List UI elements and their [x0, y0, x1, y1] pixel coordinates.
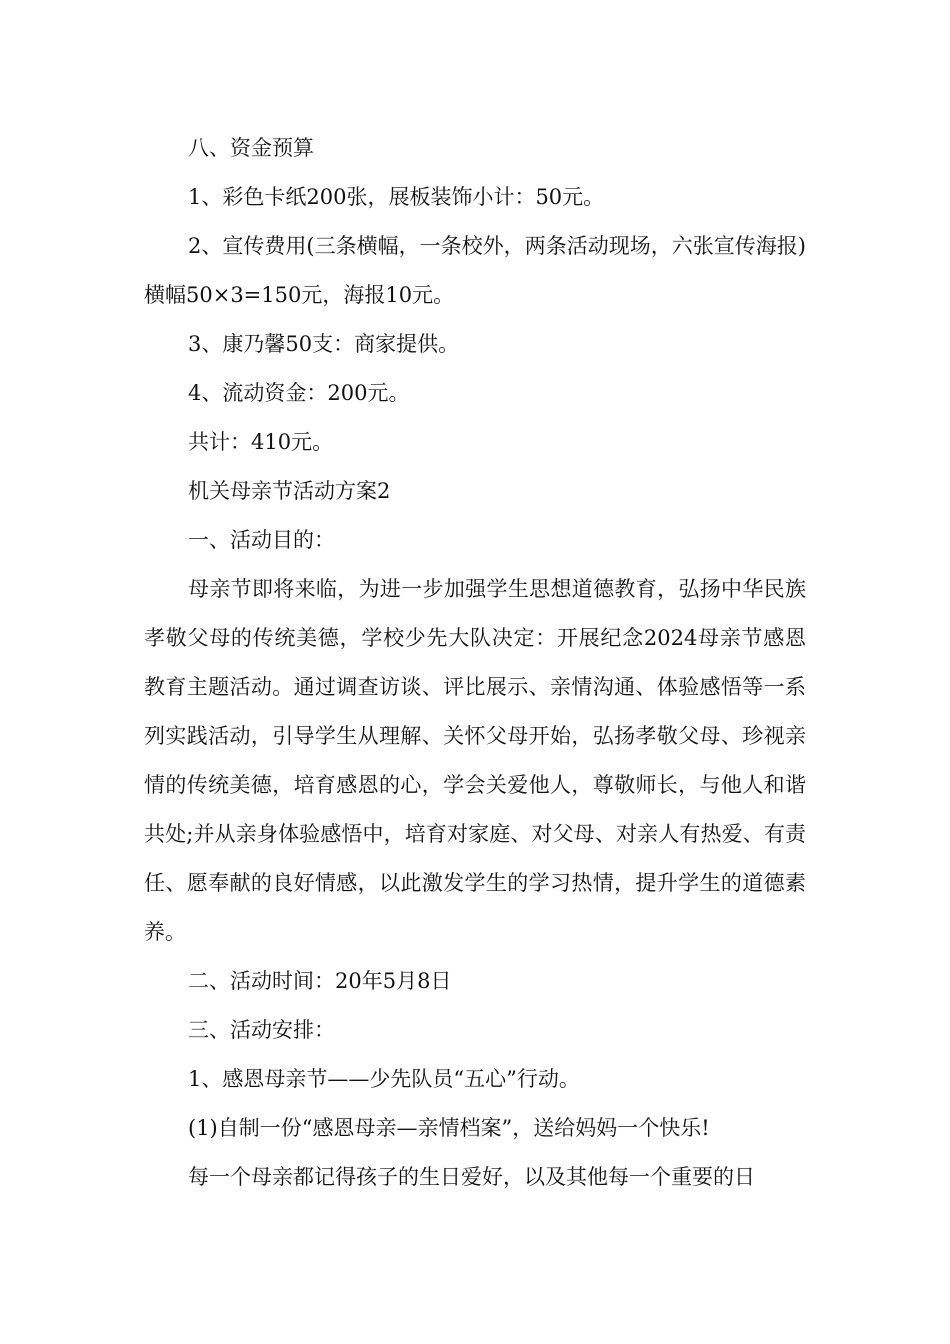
budget-item-1: 1、彩色卡纸200张，展板装饰小计：50元。: [188, 185, 605, 209]
budget-item-4: 4、流动资金：200元。: [188, 381, 410, 405]
budget-total: 共计：410元。: [188, 430, 334, 454]
section-heading-purpose: 一、活动目的：: [188, 528, 335, 552]
document-subtitle: 机关母亲节活动方案2: [188, 479, 391, 503]
document-body: [144, 124, 806, 1202]
budget-item-2: 2、宣传费用(三条横幅，一条校外，两条活动现场，六张宣传海报)横幅50×3=150元，海报10元。: [144, 234, 806, 307]
budget-item-3: 3、康乃馨50支：商家提供。: [188, 332, 460, 356]
closing-paragraph: 每一个母亲都记得孩子的生日爱好，以及其他每一个重要的日: [188, 1165, 755, 1189]
arrangement-item-1: 1、感恩母亲节——少先队员“五心”行动。: [188, 1067, 580, 1091]
section-heading-budget: 八、资金预算: [188, 136, 314, 160]
purpose-paragraph: 母亲节即将来临，为进一步加强学生思想道德教育，弘扬中华民族孝敬父母的传统美德，学校少先大队决定：开展纪念2024母亲节感恩教育主题活动。通过调查访谈、评比展示、亲情沟通、体验感悟等一系列实践活动，引导学生从理解、关怀父母开始，弘扬孝敬父母、珍视亲情的传统美德，培育感恩的心，学会关爱他人，尊敬师长，与他人和谐共处;并从亲身体验感悟中，培育对家庭、对父母、对亲人有热爱、有责任、愿奉献的良好情感，以此激发学生的学习热情，提升学生的道德素养。: [144, 577, 806, 944]
section-heading-time: 二、活动时间：20年5月8日: [188, 969, 452, 993]
arrangement-subitem-1: (1)自制一份“感恩母亲—亲情档案”，送给妈妈一个快乐!: [188, 1116, 710, 1140]
section-heading-arrangement: 三、活动安排：: [188, 1018, 335, 1042]
